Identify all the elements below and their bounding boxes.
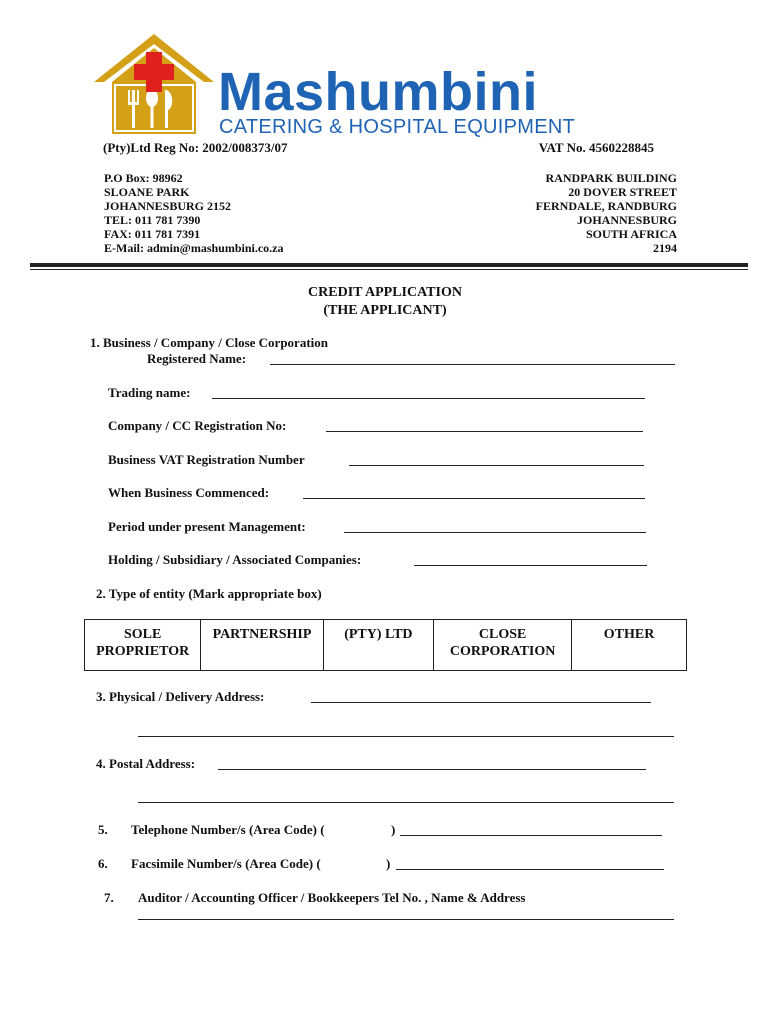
q2-label: 2. Type of entity (Mark appropriate box)	[96, 586, 322, 601]
address-line: 2194	[653, 241, 677, 255]
period-mgmt-field[interactable]	[344, 532, 646, 533]
address-line: FERNDALE, RANDBURG	[535, 199, 677, 213]
address-line: P.O Box: 98962	[104, 171, 183, 185]
company-reg-field[interactable]	[326, 431, 643, 432]
fax-number-field[interactable]	[396, 869, 664, 870]
title-line-1: CREDIT APPLICATION	[308, 285, 462, 300]
commenced-label: When Business Commenced:	[108, 485, 270, 500]
telephone-paren-close: )	[391, 822, 396, 837]
q7-number: 7.	[104, 890, 114, 905]
entity-option-label: PARTNERSHIP	[212, 627, 312, 642]
fax-line: FAX: 011 781 7391	[104, 227, 201, 241]
entity-option-label: CLOSE CORPORATION	[449, 627, 556, 659]
email-line: E-Mail: admin@mashumbini.co.za	[104, 241, 284, 255]
trading-name-label: Trading name:	[108, 385, 191, 400]
vat-reg-field[interactable]	[349, 465, 644, 466]
q5-number: 5.	[98, 822, 108, 837]
logo-house-icon	[92, 32, 216, 136]
registered-name-label: Registered Name:	[147, 351, 247, 366]
entity-other-box[interactable]	[572, 620, 687, 671]
logo-wordmark: Mashumbini	[218, 62, 539, 122]
entity-option-label: OTHER	[603, 627, 655, 642]
telephone-line: TEL: 011 781 7390	[104, 213, 201, 227]
address-line: SOUTH AFRICA	[585, 227, 677, 241]
company-reg-label: Company / CC Registration No:	[108, 418, 287, 433]
q4-label: 4. Postal Address:	[96, 756, 196, 771]
postal-address-field-2[interactable]	[138, 802, 674, 803]
facsimile-label: Facsimile Number/s (Area Code) (	[131, 856, 321, 871]
q1-label: 1. Business / Company / Close Corporation	[90, 335, 328, 350]
postal-address-field-1[interactable]	[218, 769, 646, 770]
auditor-field[interactable]	[138, 919, 674, 920]
q6-number: 6.	[98, 856, 108, 871]
logo-tagline: CATERING & HOSPITAL EQUIPMENT	[219, 116, 576, 138]
telephone-number-field[interactable]	[400, 835, 662, 836]
header-divider-thick	[30, 263, 748, 267]
physical-address-field-2[interactable]	[138, 736, 674, 737]
q3-label: 3. Physical / Delivery Address:	[96, 689, 265, 704]
title-line-2: (THE APPLICANT)	[323, 303, 447, 318]
postal-contact-block	[104, 171, 284, 255]
address-line: 20 DOVER STREET	[568, 185, 677, 199]
entity-close-corporation-box[interactable]	[434, 620, 572, 671]
entity-pty-ltd-box[interactable]	[323, 620, 434, 671]
physical-address-field-1[interactable]	[311, 702, 651, 703]
address-line: JOHANNESBURG	[576, 213, 677, 227]
entity-option-label: (PTY) LTD	[344, 627, 413, 642]
reg-number: (Pty)Ltd Reg No: 2002/008373/07	[103, 140, 288, 155]
physical-address-block	[536, 171, 677, 255]
address-line: RANDPARK BUILDING	[545, 171, 677, 185]
address-line: SLOANE PARK	[104, 185, 190, 199]
address-line: JOHANNESBURG 2152	[104, 199, 232, 213]
entity-type-table	[84, 619, 687, 671]
vat-reg-label: Business VAT Registration Number	[108, 452, 305, 467]
commenced-field[interactable]	[303, 498, 645, 499]
auditor-label: Auditor / Accounting Officer / Bookkeepers Tel No. , Name & Address	[138, 890, 526, 905]
registered-name-field[interactable]	[270, 364, 675, 365]
header-divider-thin	[30, 269, 748, 270]
entity-option-label: SOLE PROPRIETOR	[96, 627, 190, 659]
fax-paren-close: )	[386, 856, 391, 871]
holding-label: Holding / Subsidiary / Associated Companies:	[108, 552, 362, 567]
holding-field[interactable]	[414, 565, 647, 566]
form-title	[0, 284, 770, 320]
trading-name-field[interactable]	[212, 398, 645, 399]
telephone-label: Telephone Number/s (Area Code) (	[131, 822, 325, 837]
vat-number: VAT No. 4560228845	[538, 140, 654, 155]
entity-sole-proprietor-box[interactable]	[85, 620, 201, 671]
period-mgmt-label: Period under present Management:	[108, 519, 306, 534]
entity-partnership-box[interactable]	[201, 620, 323, 671]
